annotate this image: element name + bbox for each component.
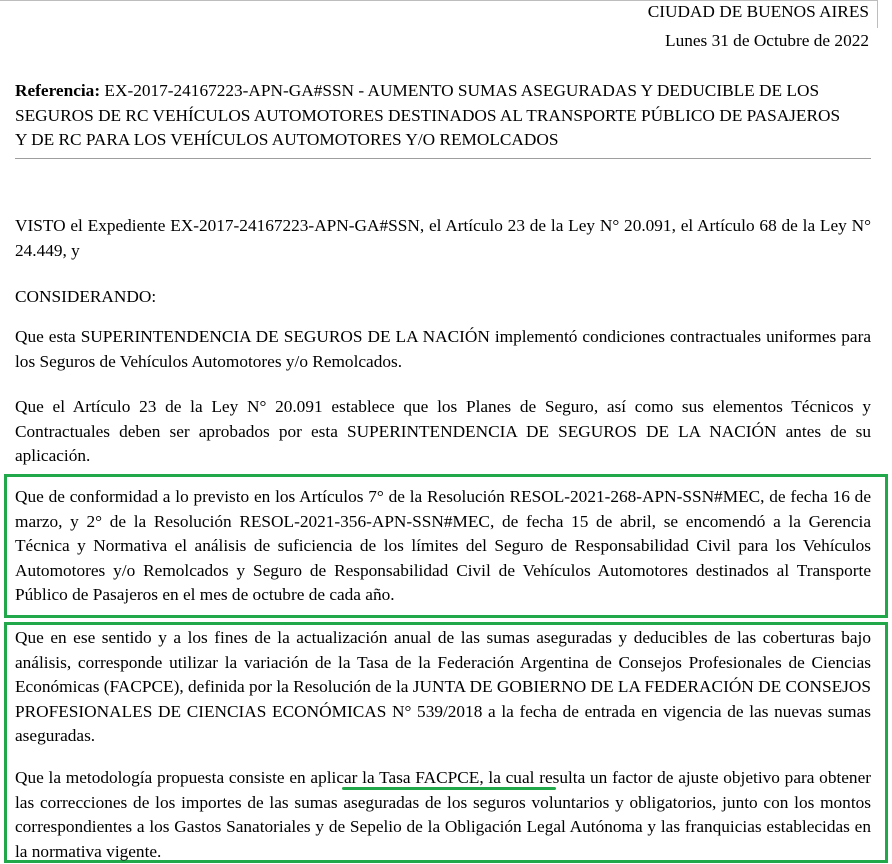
paragraph-2: Que el Artículo 23 de la Ley N° 20.091 establece que los Planes de Seguro, así como sus elementos Técnicos y Contractuales deben ser aprobados por esta SUPERINTENDENCIA DE SEGUROS DE LA NACIÓN antes de su aplicación. [15,397,871,465]
paragraph-5: Que la metodología propuesta consiste en aplicar la Tasa FACPCE, la cual resulta un factor de ajuste objetivo para obtener las correcciones de los importes de las sumas aseguradas de los seguros voluntarios y obligatorios, junto con los montos correspondientes a los Gastos Sanatoriales y de Sepelio de la Obligación Legal Autónoma y las franquicias establecidas en la normativa vigente. [15,768,871,861]
reference-text: EX-2017-24167223-APN-GA#SSN - AUMENTO SUMAS ASEGURADAS Y DEDUCIBLE DE LOS SEGUROS DE RC VEHÍCULOS AUTOMOTORES DESTINADOS AL TRANSPORTE PÚBLICO DE PASAJEROS Y DE RC PARA LOS VEHÍCULOS AUTOMOTORES Y/O REMOLCADOS [15,81,841,149]
paragraph-4: Que en ese sentido y a los fines de la actualización anual de las sumas aseguradas y deducibles de las coberturas bajo análisis, corresponde utilizar la variación de la Tasa de la Federación Argentina de Consejos Profesionales de Ciencias Económicas (FACPCE), definida por la Resolución de la JUNTA DE GOBIERNO DE LA FEDERACIÓN DE CONSEJOS PROFESIONALES DE CIENCIAS ECONÓMICAS N° 539/2018 a la fecha de entrada en vigencia de las nuevas sumas aseguradas. [15,628,871,745]
divider [15,158,871,159]
paragraph-3: Que de conformidad a lo previsto en los Artículos 7° de la Resolución RESOL-2021-268-APN-SSN#MEC, de fecha 16 de marzo, y 2° de la Resolución RESOL-2021-356-APN-SSN#MEC, de fecha 15 de abril, se encomendó a la Gerencia Técnica y Normativa el análisis de suficiencia de los límites del Seguro de Responsabilidad Civil para los Vehículos Automotores y/o Remolcados y Seguro de Responsabilidad Civil de Vehículos Automotores destinados al Transporte Público de Pasajeros en el mes de octubre de cada año. [15,487,871,604]
reference-label: Referencia: [15,81,101,100]
highlight-underline [342,787,556,790]
reference-block [15,79,850,153]
paragraph-1: Que esta SUPERINTENDENCIA DE SEGUROS DE LA NACIÓN implementó condiciones contractuales uniformes para los Seguros de Vehículos Automotores y/o Remolcados. [15,327,871,371]
header-city: CIUDAD DE BUENOS AIRES [647,2,869,21]
top-border [0,0,878,1]
paragraph-considerando: CONSIDERANDO: [15,287,157,306]
right-border [877,0,878,28]
header-date: Lunes 31 de Octubre de 2022 [665,31,869,50]
paragraph-visto: VISTO el Expediente EX-2017-24167223-APN-GA#SSN, el Artículo 23 de la Ley N° 20.091, el Artículo 68 de la Ley N° 24.449, y [15,216,871,260]
